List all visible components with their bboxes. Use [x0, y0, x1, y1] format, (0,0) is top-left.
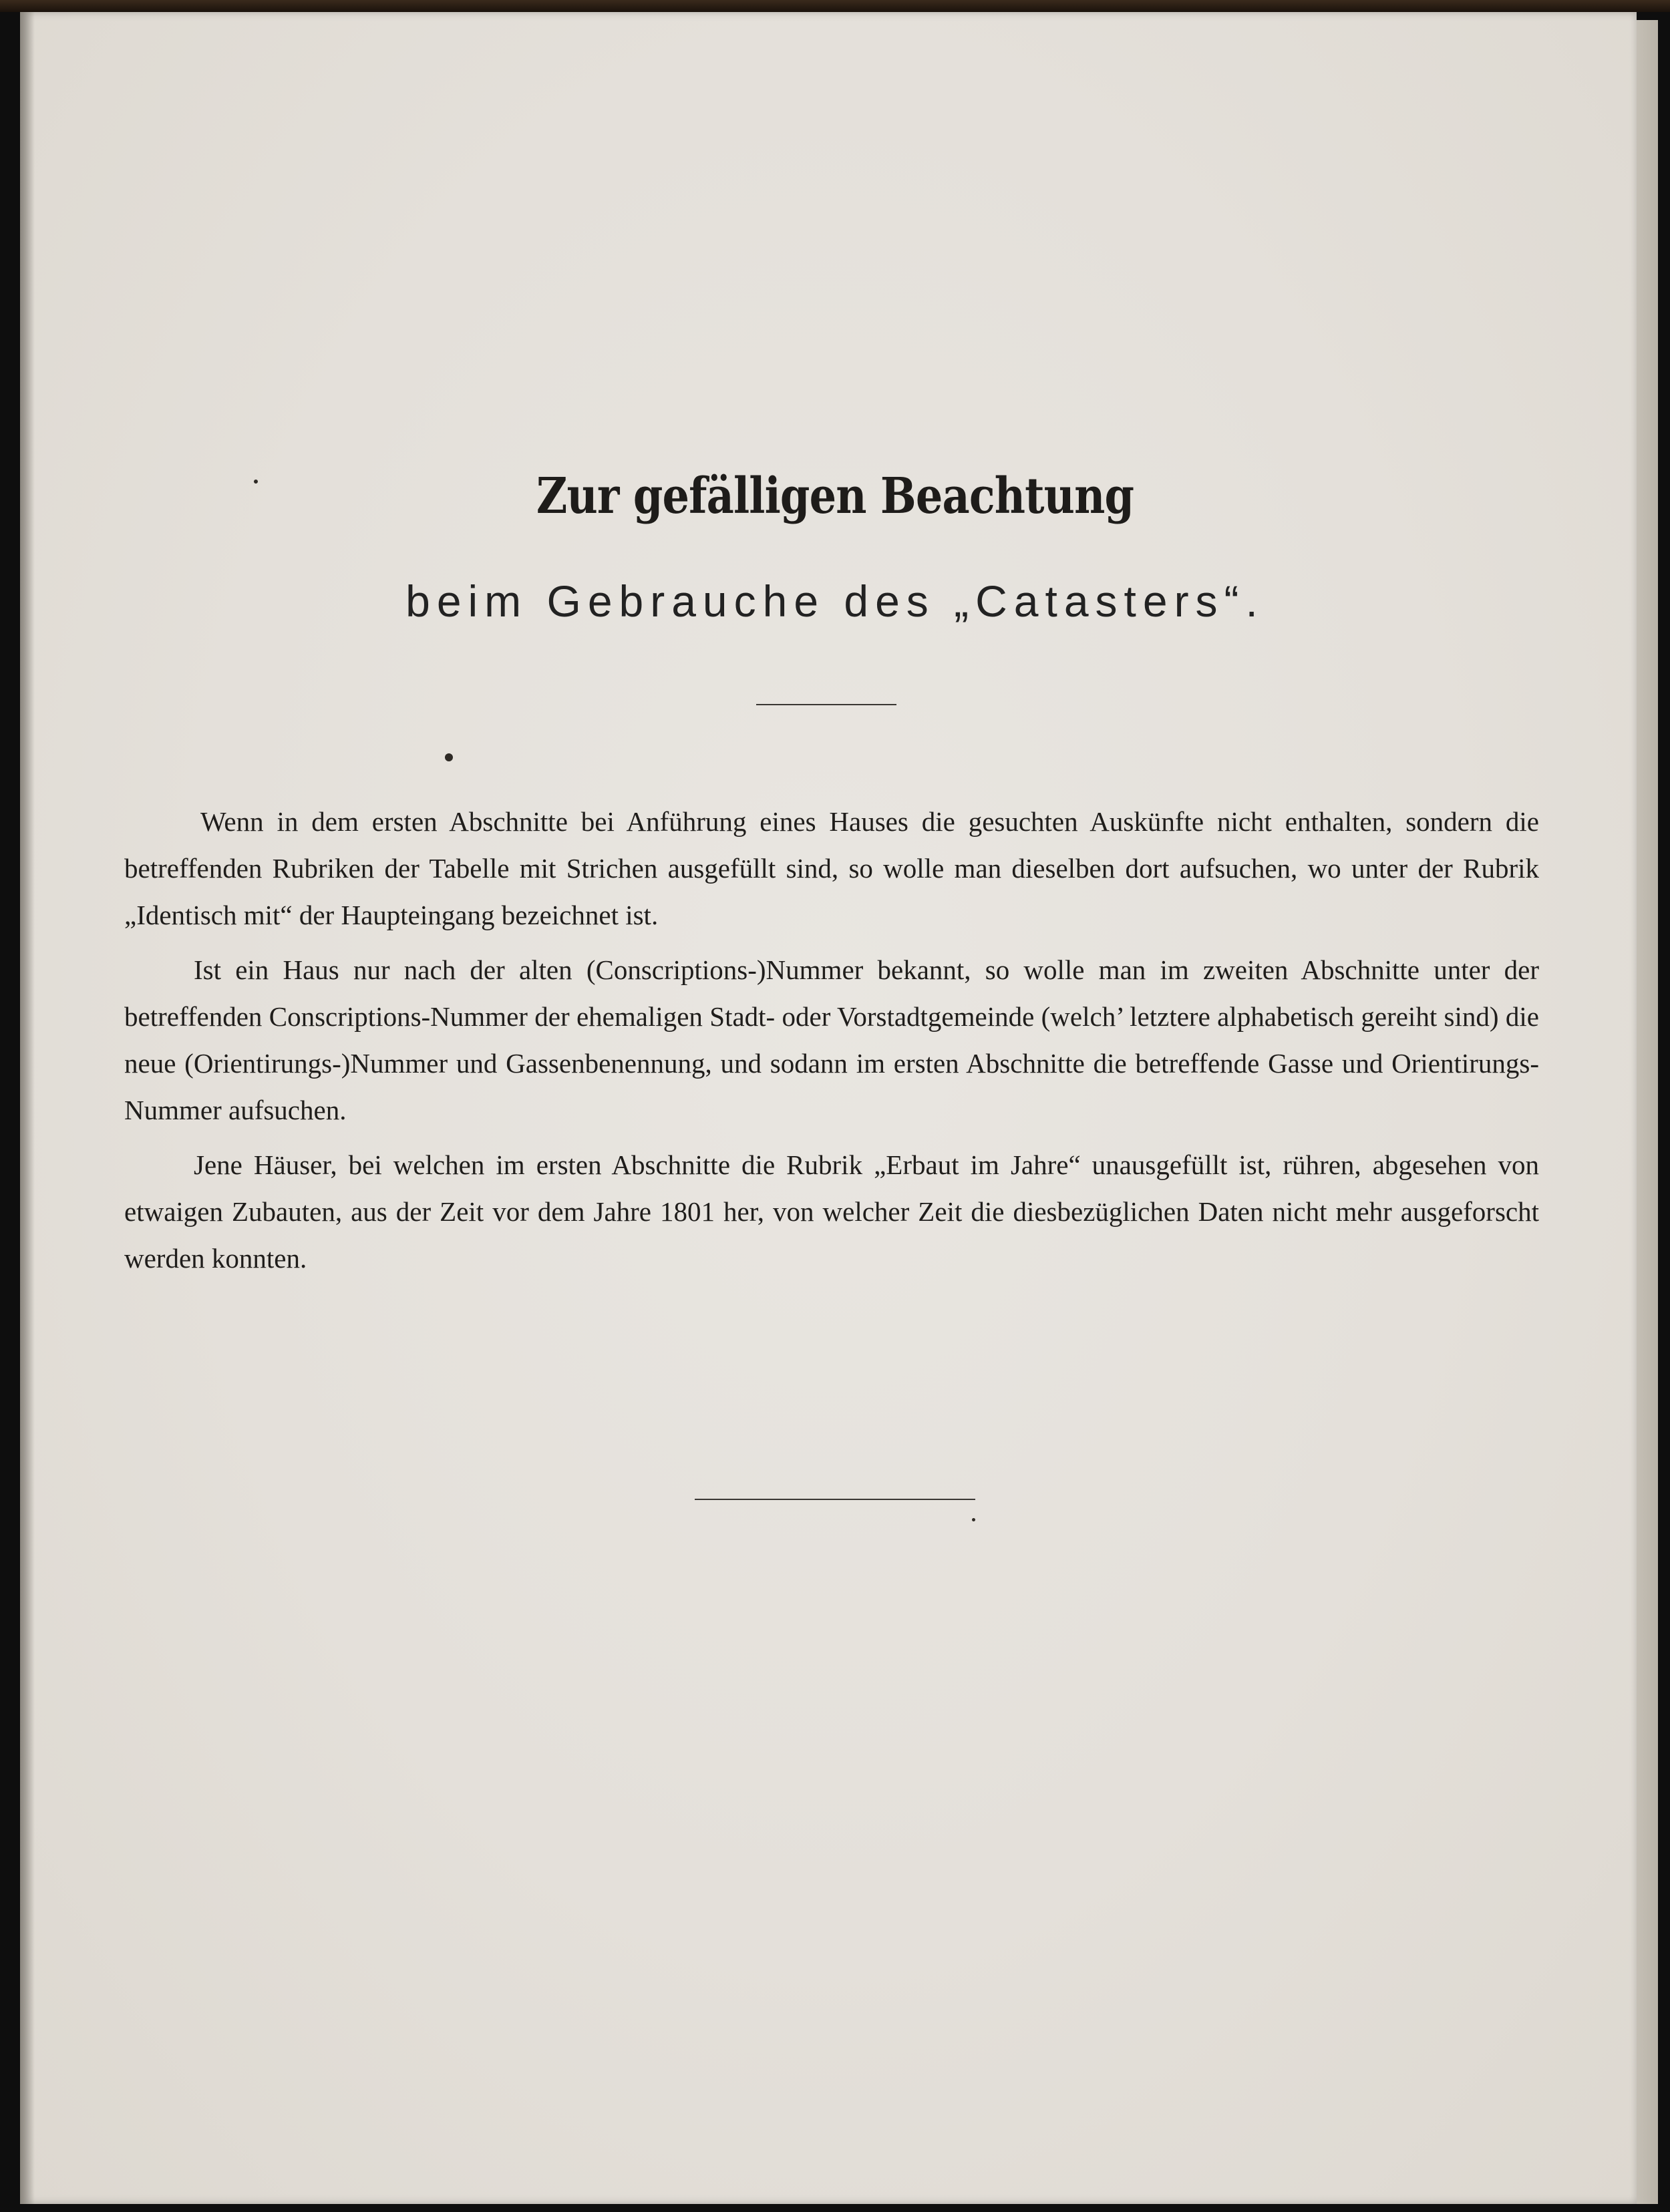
paragraph-1: Wenn in dem ersten Abschnitte bei Anführung eines Hauses die gesuchten Auskünfte nicht enthalten, sondern die betreffenden Rubriken der Tabelle mit Strichen ausgefüllt sind, so wolle man dieselben dort aufsuchen, wo unter der Rubrik „Identisch mit“ der Haupteingang bezeichnet ist. — [124, 806, 1539, 930]
paragraph-3: Jene Häuser, bei welchen im ersten Abschnitte die Rubrik „Erbaut im Jahre“ unausgefüllt ist, rühren, abgesehen von etwaigen Zubauten, aus der Zeit vor dem Jahre 1801 her, von welcher Zeit die diesbezüglichen Daten nicht mehr ausgeforscht werden konnten. — [124, 1149, 1539, 1274]
notice-body — [124, 798, 1539, 1290]
ink-speck — [972, 1518, 975, 1521]
page-subtitle: beim Gebrauche des „Catasters“. — [405, 576, 1265, 626]
book-binding-edge — [0, 0, 1670, 12]
divider-rule-bottom — [695, 1499, 975, 1500]
page-title: Zur gefälligen Beachtung — [536, 468, 1134, 525]
divider-rule-top — [756, 704, 896, 705]
ink-speck — [445, 753, 453, 761]
page-gutter-shadow — [20, 12, 35, 2204]
paragraph-2: Ist ein Haus nur nach der alten (Conscriptions-)Nummer bekannt, so wolle man im zweiten Abschnitte unter der betreffenden Conscriptions-Nummer der ehemaligen Stadt- oder Vorstadtgemeinde (welch’ letztere alphabetisch gereiht sind) die neue (Orientirungs-)Nummer und Gassenbenennung, und sodann im ersten Abschnitte die betreffende Gasse und Orientirungs-Nummer aufsuchen. — [124, 954, 1539, 1125]
